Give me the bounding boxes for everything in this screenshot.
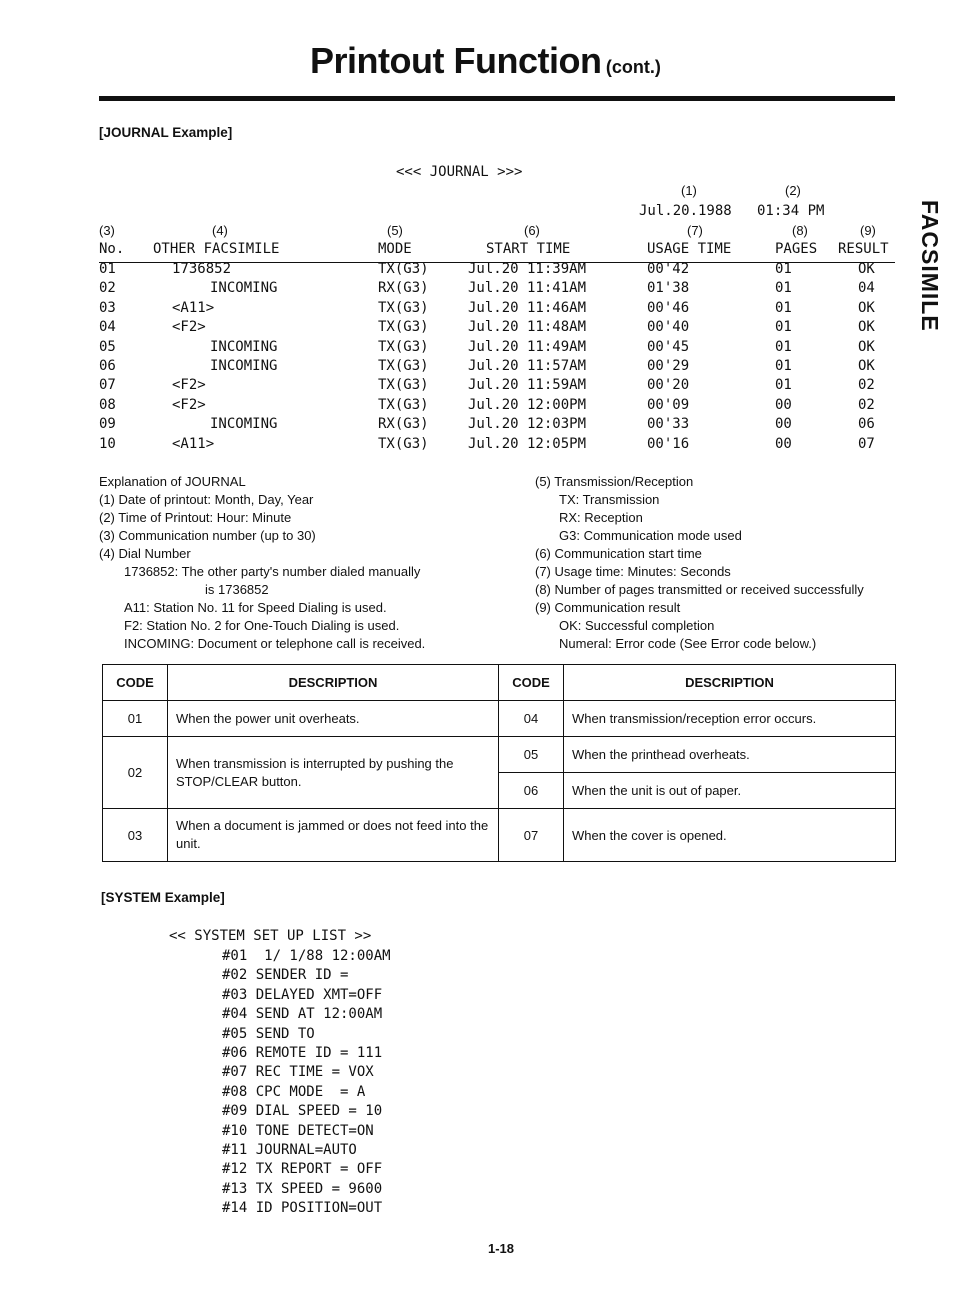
journal-cell: 01 <box>775 261 792 277</box>
page-title <box>310 40 661 82</box>
column-header: RESULT <box>838 241 889 257</box>
journal-cell: 01 <box>775 280 792 297</box>
column-ref: (6) <box>524 223 540 238</box>
journal-section-heading: [JOURNAL Example] <box>99 125 233 140</box>
journal-cell: TX(G3) <box>378 435 429 452</box>
error-description: When transmission is interrupted by pushing the STOP/CLEAR button. <box>168 737 499 809</box>
journal-cell: 09 <box>99 416 116 433</box>
journal-cell: 03 <box>99 299 116 316</box>
print-time: 01:34 PM <box>757 203 825 219</box>
journal-cell: 02 <box>858 396 875 413</box>
explanation-line: (9) Communication result <box>535 600 681 615</box>
journal-cell: 06 <box>858 416 875 433</box>
explanation-line: F2: Station No. 2 for One-Touch Dialing is used. <box>124 618 400 633</box>
journal-cell: <A11> <box>172 299 215 316</box>
journal-cell: <F2> <box>172 319 206 336</box>
error-description: When the unit is out of paper. <box>564 773 896 809</box>
column-ref: (3) <box>99 223 115 238</box>
journal-cell: 00'45 <box>647 338 690 355</box>
column-ref: (8) <box>792 223 808 238</box>
error-table-row <box>103 737 896 773</box>
journal-cell: 01 <box>775 299 792 316</box>
error-description: When the printhead overheats. <box>564 737 896 773</box>
journal-cell: 00'40 <box>647 319 690 336</box>
column-ref: (4) <box>212 223 228 238</box>
explanation-line: RX: Reception <box>559 510 643 525</box>
explanation-line: Numeral: Error code (See Error code below.) <box>559 636 817 651</box>
error-code: 01 <box>103 701 168 737</box>
journal-cell: TX(G3) <box>378 338 429 355</box>
journal-cell: Jul.20 11:39AM <box>468 261 587 277</box>
column-header: MODE <box>378 241 412 257</box>
journal-cell: <F2> <box>172 377 206 394</box>
journal-cell: TX(G3) <box>378 396 429 413</box>
journal-cell: Jul.20 11:49AM <box>468 338 587 355</box>
journal-cell: 01 <box>775 358 792 374</box>
page-number: 1-18 <box>488 1241 515 1256</box>
system-setting-line: #02 SENDER ID = <box>222 967 349 984</box>
journal-cell: 00'42 <box>647 261 690 277</box>
journal-cell: RX(G3) <box>378 280 429 297</box>
system-setting-line: #11 JOURNAL=AUTO <box>222 1142 357 1158</box>
journal-cell: INCOMING <box>210 416 278 433</box>
journal-cell: Jul.20 12:05PM <box>468 435 587 452</box>
error-description: When transmission/reception error occurs. <box>564 701 896 737</box>
explanation-line: (5) Transmission/Reception <box>535 474 694 489</box>
system-setting-line: #10 TONE DETECT=ON <box>222 1122 374 1139</box>
journal-cell: 00'46 <box>647 299 690 316</box>
explanation-line: OK: Successful completion <box>559 618 715 633</box>
journal-cell: 01'38 <box>647 280 690 297</box>
system-setting-line: #14 ID POSITION=OUT <box>222 1200 383 1217</box>
journal-cell: 08 <box>99 396 116 413</box>
journal-cell: 07 <box>99 377 116 394</box>
journal-cell: Jul.20 11:46AM <box>468 299 587 316</box>
journal-cell: Jul.20 12:00PM <box>468 396 587 413</box>
column-ref: (5) <box>387 223 403 238</box>
explanation-line: (2) Time of Printout: Hour: Minute <box>99 510 292 525</box>
journal-cell: TX(G3) <box>378 377 429 394</box>
journal-cell: Jul.20 11:48AM <box>468 319 587 336</box>
error-table-row <box>103 701 896 737</box>
explanation-line: Explanation of JOURNAL <box>99 474 246 489</box>
journal-cell: 01 <box>775 377 792 394</box>
journal-cell: 07 <box>858 435 875 452</box>
error-code: 06 <box>499 773 564 809</box>
explanation-line: is 1736852 <box>205 582 269 597</box>
journal-cell: 00 <box>775 416 792 433</box>
journal-cell: <A11> <box>172 435 215 452</box>
error-code: 03 <box>103 809 168 862</box>
error-table-header-row <box>103 665 896 701</box>
journal-cell: RX(G3) <box>378 416 429 433</box>
header-description: DESCRIPTION <box>564 665 896 701</box>
journal-cell: 00'09 <box>647 396 690 413</box>
error-description: When the power unit overheats. <box>168 701 499 737</box>
journal-cell: 05 <box>99 338 116 355</box>
journal-cell: INCOMING <box>210 280 278 297</box>
error-code: 04 <box>499 701 564 737</box>
journal-cell: 01 <box>775 338 792 355</box>
print-date: Jul.20.1988 <box>639 203 732 219</box>
journal-cell: 00'16 <box>647 435 690 452</box>
journal-cell: OK <box>858 299 875 316</box>
journal-cell: 04 <box>99 319 116 336</box>
system-setting-line: #03 DELAYED XMT=OFF <box>222 986 383 1003</box>
journal-cell: Jul.20 11:41AM <box>468 280 587 297</box>
journal-cell: Jul.20 11:59AM <box>468 377 587 394</box>
explanation-line: INCOMING: Document or telephone call is received. <box>124 636 426 651</box>
system-setting-line: #12 TX REPORT = OFF <box>222 1161 383 1178</box>
journal-cell: 00'33 <box>647 416 690 433</box>
system-setting-line: #01 1/ 1/88 12:00AM <box>222 948 391 964</box>
header-code: CODE <box>103 665 168 701</box>
system-banner: << SYSTEM SET UP LIST >> <box>169 928 372 944</box>
journal-cell: <F2> <box>172 396 206 413</box>
error-description: When the cover is opened. <box>564 809 896 862</box>
explanation-line: 1736852: The other party's number dialed manually <box>124 564 421 579</box>
title-rule <box>99 96 895 101</box>
system-setting-line: #09 DIAL SPEED = 10 <box>222 1103 383 1120</box>
explanation-line: (4) Dial Number <box>99 546 191 561</box>
page-title-suffix: (cont.) <box>605 57 661 77</box>
explanation-line: (1) Date of printout: Month, Day, Year <box>99 492 314 507</box>
system-setting-line: #05 SEND TO <box>222 1025 315 1042</box>
journal-cell: OK <box>858 261 875 277</box>
journal-cell: TX(G3) <box>378 299 429 316</box>
header-code: CODE <box>499 665 564 701</box>
ref-2: (2) <box>785 183 801 198</box>
journal-cell: OK <box>858 358 875 374</box>
journal-cell: 00 <box>775 396 792 413</box>
journal-cell: TX(G3) <box>378 261 429 277</box>
system-section-heading: [SYSTEM Example] <box>101 890 225 905</box>
journal-cell: 00 <box>775 435 792 452</box>
system-setting-line: #06 REMOTE ID = 111 <box>222 1045 383 1061</box>
explanation-line: (3) Communication number (up to 30) <box>99 528 316 543</box>
error-code: 05 <box>499 737 564 773</box>
page-title-text: Printout Function <box>310 40 602 81</box>
journal-cell: 01 <box>99 261 116 277</box>
journal-cell: 02 <box>99 280 116 297</box>
explanation-line: G3: Communication mode used <box>559 528 742 543</box>
journal-cell: Jul.20 12:03PM <box>468 416 587 433</box>
column-ref: (7) <box>687 223 703 238</box>
journal-cell: 1736852 <box>172 261 232 277</box>
journal-cell: TX(G3) <box>378 319 429 336</box>
journal-cell: OK <box>858 319 875 336</box>
journal-cell: 04 <box>858 280 875 297</box>
ref-1: (1) <box>681 183 697 198</box>
column-header: No. <box>99 241 125 257</box>
error-code: 07 <box>499 809 564 862</box>
explanation-line: (7) Usage time: Minutes: Seconds <box>535 564 731 579</box>
journal-cell: 02 <box>858 377 875 394</box>
column-header: PAGES <box>775 241 818 257</box>
error-table-row <box>103 809 896 862</box>
column-header: OTHER FACSIMILE <box>153 241 280 257</box>
journal-cell: 06 <box>99 358 116 374</box>
system-setting-line: #08 CPC MODE = A <box>222 1083 366 1100</box>
system-setting-line: #13 TX SPEED = 9600 <box>222 1180 383 1197</box>
error-code: 02 <box>103 737 168 809</box>
journal-cell: Jul.20 11:57AM <box>468 358 587 374</box>
journal-banner: <<< JOURNAL >>> <box>396 164 523 180</box>
explanation-line: TX: Transmission <box>559 492 660 507</box>
error-description: When a document is jammed or does not feed into the unit. <box>168 809 499 862</box>
journal-cell: 01 <box>775 319 792 336</box>
side-tab-facsimile: FACSIMILE <box>917 200 943 332</box>
system-setting-line: #07 REC TIME = VOX <box>222 1064 374 1081</box>
journal-cell: OK <box>858 338 875 355</box>
journal-cell: INCOMING <box>210 358 278 374</box>
journal-cell: 00'29 <box>647 358 690 374</box>
journal-cell: INCOMING <box>210 338 278 355</box>
explanation-line: (8) Number of pages transmitted or received successfully <box>535 582 864 597</box>
system-setting-line: #04 SEND AT 12:00AM <box>222 1006 383 1023</box>
header-description: DESCRIPTION <box>168 665 499 701</box>
error-code-table <box>102 664 896 862</box>
explanation-line: (6) Communication start time <box>535 546 702 561</box>
column-header: START TIME <box>486 241 571 257</box>
journal-cell: 10 <box>99 435 116 452</box>
journal-cell: 00'20 <box>647 377 690 394</box>
column-header: USAGE TIME <box>647 241 732 257</box>
journal-cell: TX(G3) <box>378 358 429 374</box>
column-ref: (9) <box>860 223 876 238</box>
explanation-line: A11: Station No. 11 for Speed Dialing is used. <box>124 600 387 615</box>
